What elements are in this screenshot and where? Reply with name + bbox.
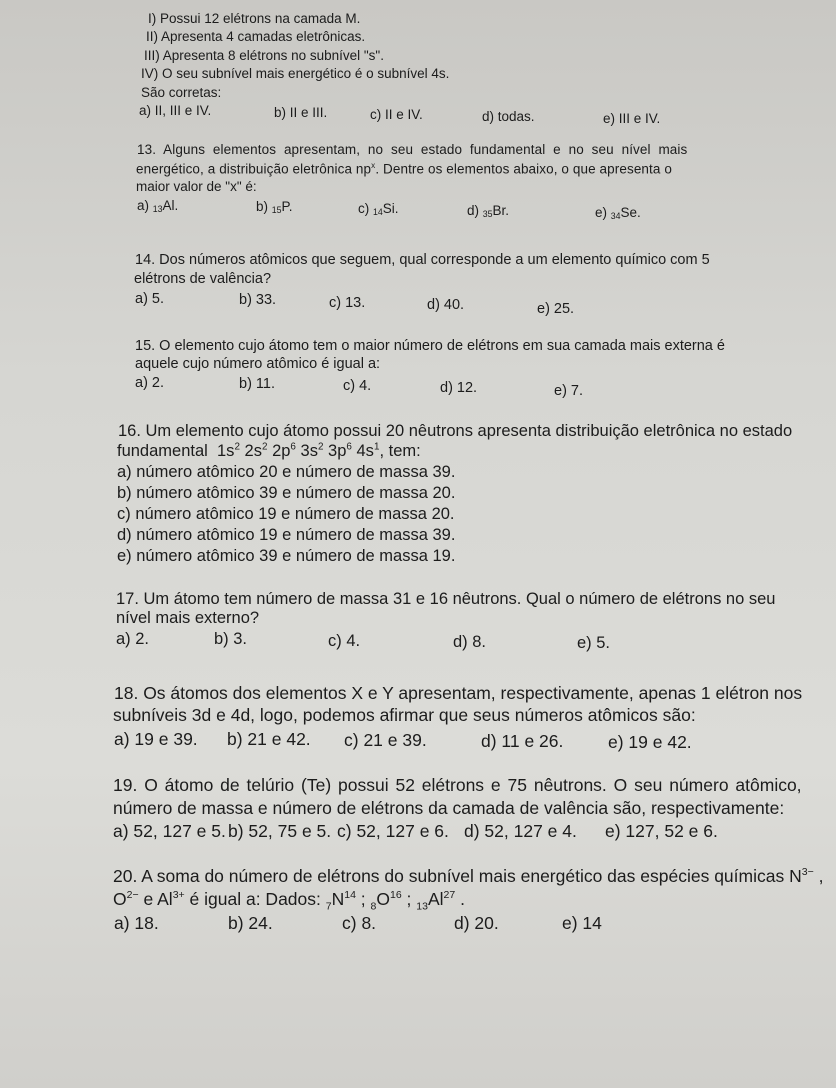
q14-option-a[interactable]: a) 5. xyxy=(135,291,165,307)
q14-option-e[interactable]: e) 25. xyxy=(537,301,575,317)
statement-iv: IV) O seu subnível mais energético é o subnível 4s. xyxy=(141,66,450,81)
q19-option-a[interactable]: a) 52, 127 e 5. xyxy=(113,821,226,841)
q20-line2: $O^{2-}$ e $Al^{3+}$ é igual a: Dados: $_7N^{14}$ ; $_8O^{16}$ ; $_{13}Al^{27}$ . xyxy=(113,889,465,913)
q18-option-b[interactable]: b) 21 e 42. xyxy=(227,729,311,749)
q14-option-c[interactable]: c) 13. xyxy=(329,295,366,311)
q16-line2: fundamental $1s^2$ $2s^2$ $2p^6$ $3s^2$ $3p^6$ $4s^1$, tem: xyxy=(117,441,421,460)
dados-list: $_7N^{14}$ ; $_8O^{16}$ ; $_{13}Al^{27}$ . xyxy=(325,889,465,913)
q17-option-a[interactable]: a) 2. xyxy=(116,630,150,648)
q19-option-d[interactable]: d) 52, 127 e 4. xyxy=(464,821,577,841)
q15-line1: 15. O elemento cujo átomo tem o maior número de elétrons em sua camada mais externa é xyxy=(135,338,725,354)
q14-line2: elétrons de valência? xyxy=(134,271,272,287)
q17-option-b[interactable]: b) 3. xyxy=(214,630,248,648)
q16-option-e[interactable]: e) número atômico 39 e número de massa 19. xyxy=(117,547,456,565)
q18-option-c[interactable]: c) 21 e 39. xyxy=(344,730,427,750)
q13-option-c[interactable]: c) 14Si. xyxy=(358,201,399,218)
q16-option-c[interactable]: c) número atômico 19 e número de massa 20. xyxy=(117,505,455,523)
q13-option-a[interactable]: a) 13Al. xyxy=(137,198,179,215)
q15-option-e[interactable]: e) 7. xyxy=(554,383,584,399)
prev-option-c[interactable]: c) II e IV. xyxy=(370,107,423,122)
prev-option-a[interactable]: a) II, III e IV. xyxy=(139,103,212,118)
prev-option-e[interactable]: e) III e IV. xyxy=(603,111,661,126)
q20-line1: 20. A soma do número de elétrons do subnível mais energético das espécies químicas $N^{3-}$ , xyxy=(113,866,824,886)
q15-option-b[interactable]: b) 11. xyxy=(239,376,276,392)
q19-option-c[interactable]: c) 52, 127 e 6. xyxy=(337,821,449,841)
q13-line1: 13. Alguns elementos apresentam, no seu estado fundamental e no seu nível mais xyxy=(137,142,688,157)
q19-option-b[interactable]: b) 52, 75 e 5. xyxy=(228,821,332,841)
q17-line1: 17. Um átomo tem número de massa 31 e 16 nêutrons. Qual o número de elétrons no seu xyxy=(116,590,776,608)
q18-line2: subníveis 3d e 4d, logo, podemos afirmar que seus números atômicos são: xyxy=(113,705,696,725)
q16-option-b[interactable]: b) número atômico 39 e número de massa 20. xyxy=(117,484,456,502)
q16-option-a[interactable]: a) número atômico 20 e número de massa 39. xyxy=(117,463,456,481)
prev-option-b[interactable]: b) II e III. xyxy=(274,105,328,120)
q19-line2: número de massa e número de elétrons da camada de valência são, respectivamente: xyxy=(113,798,785,818)
statement-ii: II) Apresenta 4 camadas eletrônicas. xyxy=(146,29,366,44)
q16-option-d[interactable]: d) número atômico 19 e número de massa 39. xyxy=(117,526,456,544)
q19-line1: 19. O átomo de telúrio (Te) possui 52 elétrons e 75 nêutrons. O seu número atômico, xyxy=(113,775,802,795)
q20-option-c[interactable]: c) 8. xyxy=(342,913,377,933)
statement-iii: III) Apresenta 8 elétrons no subnível "s". xyxy=(144,48,384,63)
statement-i: I) Possui 12 elétrons na camada M. xyxy=(148,11,361,26)
q15-line2: aquele cujo número atômico é igual a: xyxy=(135,356,381,372)
q16-line1: 16. Um elemento cujo átomo possui 20 nêutrons apresenta distribuição eletrônica no estado xyxy=(118,422,793,440)
q15-option-a[interactable]: a) 2. xyxy=(135,375,165,391)
q14-option-d[interactable]: d) 40. xyxy=(427,297,465,313)
q13-option-b[interactable]: b) 15P. xyxy=(256,199,293,216)
q15-option-d[interactable]: d) 12. xyxy=(440,380,478,396)
prev-option-d[interactable]: d) todas. xyxy=(482,109,535,124)
q17-option-d[interactable]: d) 8. xyxy=(453,633,487,651)
q17-option-c[interactable]: c) 4. xyxy=(328,632,361,650)
prev-prompt: São corretas: xyxy=(141,85,222,100)
q13-option-d[interactable]: d) 35Br. xyxy=(467,203,510,220)
q17-option-e[interactable]: e) 5. xyxy=(577,634,611,652)
q18-option-a[interactable]: a) 19 e 39. xyxy=(114,729,198,749)
q14-option-b[interactable]: b) 33. xyxy=(239,292,277,308)
q20-option-b[interactable]: b) 24. xyxy=(228,913,273,933)
q18-option-e[interactable]: e) 19 e 42. xyxy=(608,732,692,752)
q17-line2: nível mais externo? xyxy=(116,609,260,627)
q15-option-c[interactable]: c) 4. xyxy=(343,378,372,394)
q13-line2: energético, a distribuição eletrônica $np^x$. Dentre os elementos abaixo, o que apresenta o xyxy=(136,161,672,177)
electron-config: $1s^2$ $2s^2$ $2p^6$ $3s^2$ $3p^6$ $4s^1$ xyxy=(217,441,380,460)
q18-option-d[interactable]: d) 11 e 26. xyxy=(481,731,564,751)
q19-option-e[interactable]: e) 127, 52 e 6. xyxy=(605,821,718,841)
q20-option-a[interactable]: a) 18. xyxy=(114,913,159,933)
q14-line1: 14. Dos números atômicos que seguem, qual corresponde a um elemento químico com 5 xyxy=(135,252,710,268)
q18-line1: 18. Os átomos dos elementos X e Y apresentam, respectivamente, apenas 1 elétron nos xyxy=(114,683,803,703)
q20-option-e[interactable]: e) 14 xyxy=(562,913,602,933)
q13-option-e[interactable]: e) 34Se. xyxy=(595,205,641,222)
q20-option-d[interactable]: d) 20. xyxy=(454,913,499,933)
q13-line3: maior valor de "x" é: xyxy=(136,179,257,194)
